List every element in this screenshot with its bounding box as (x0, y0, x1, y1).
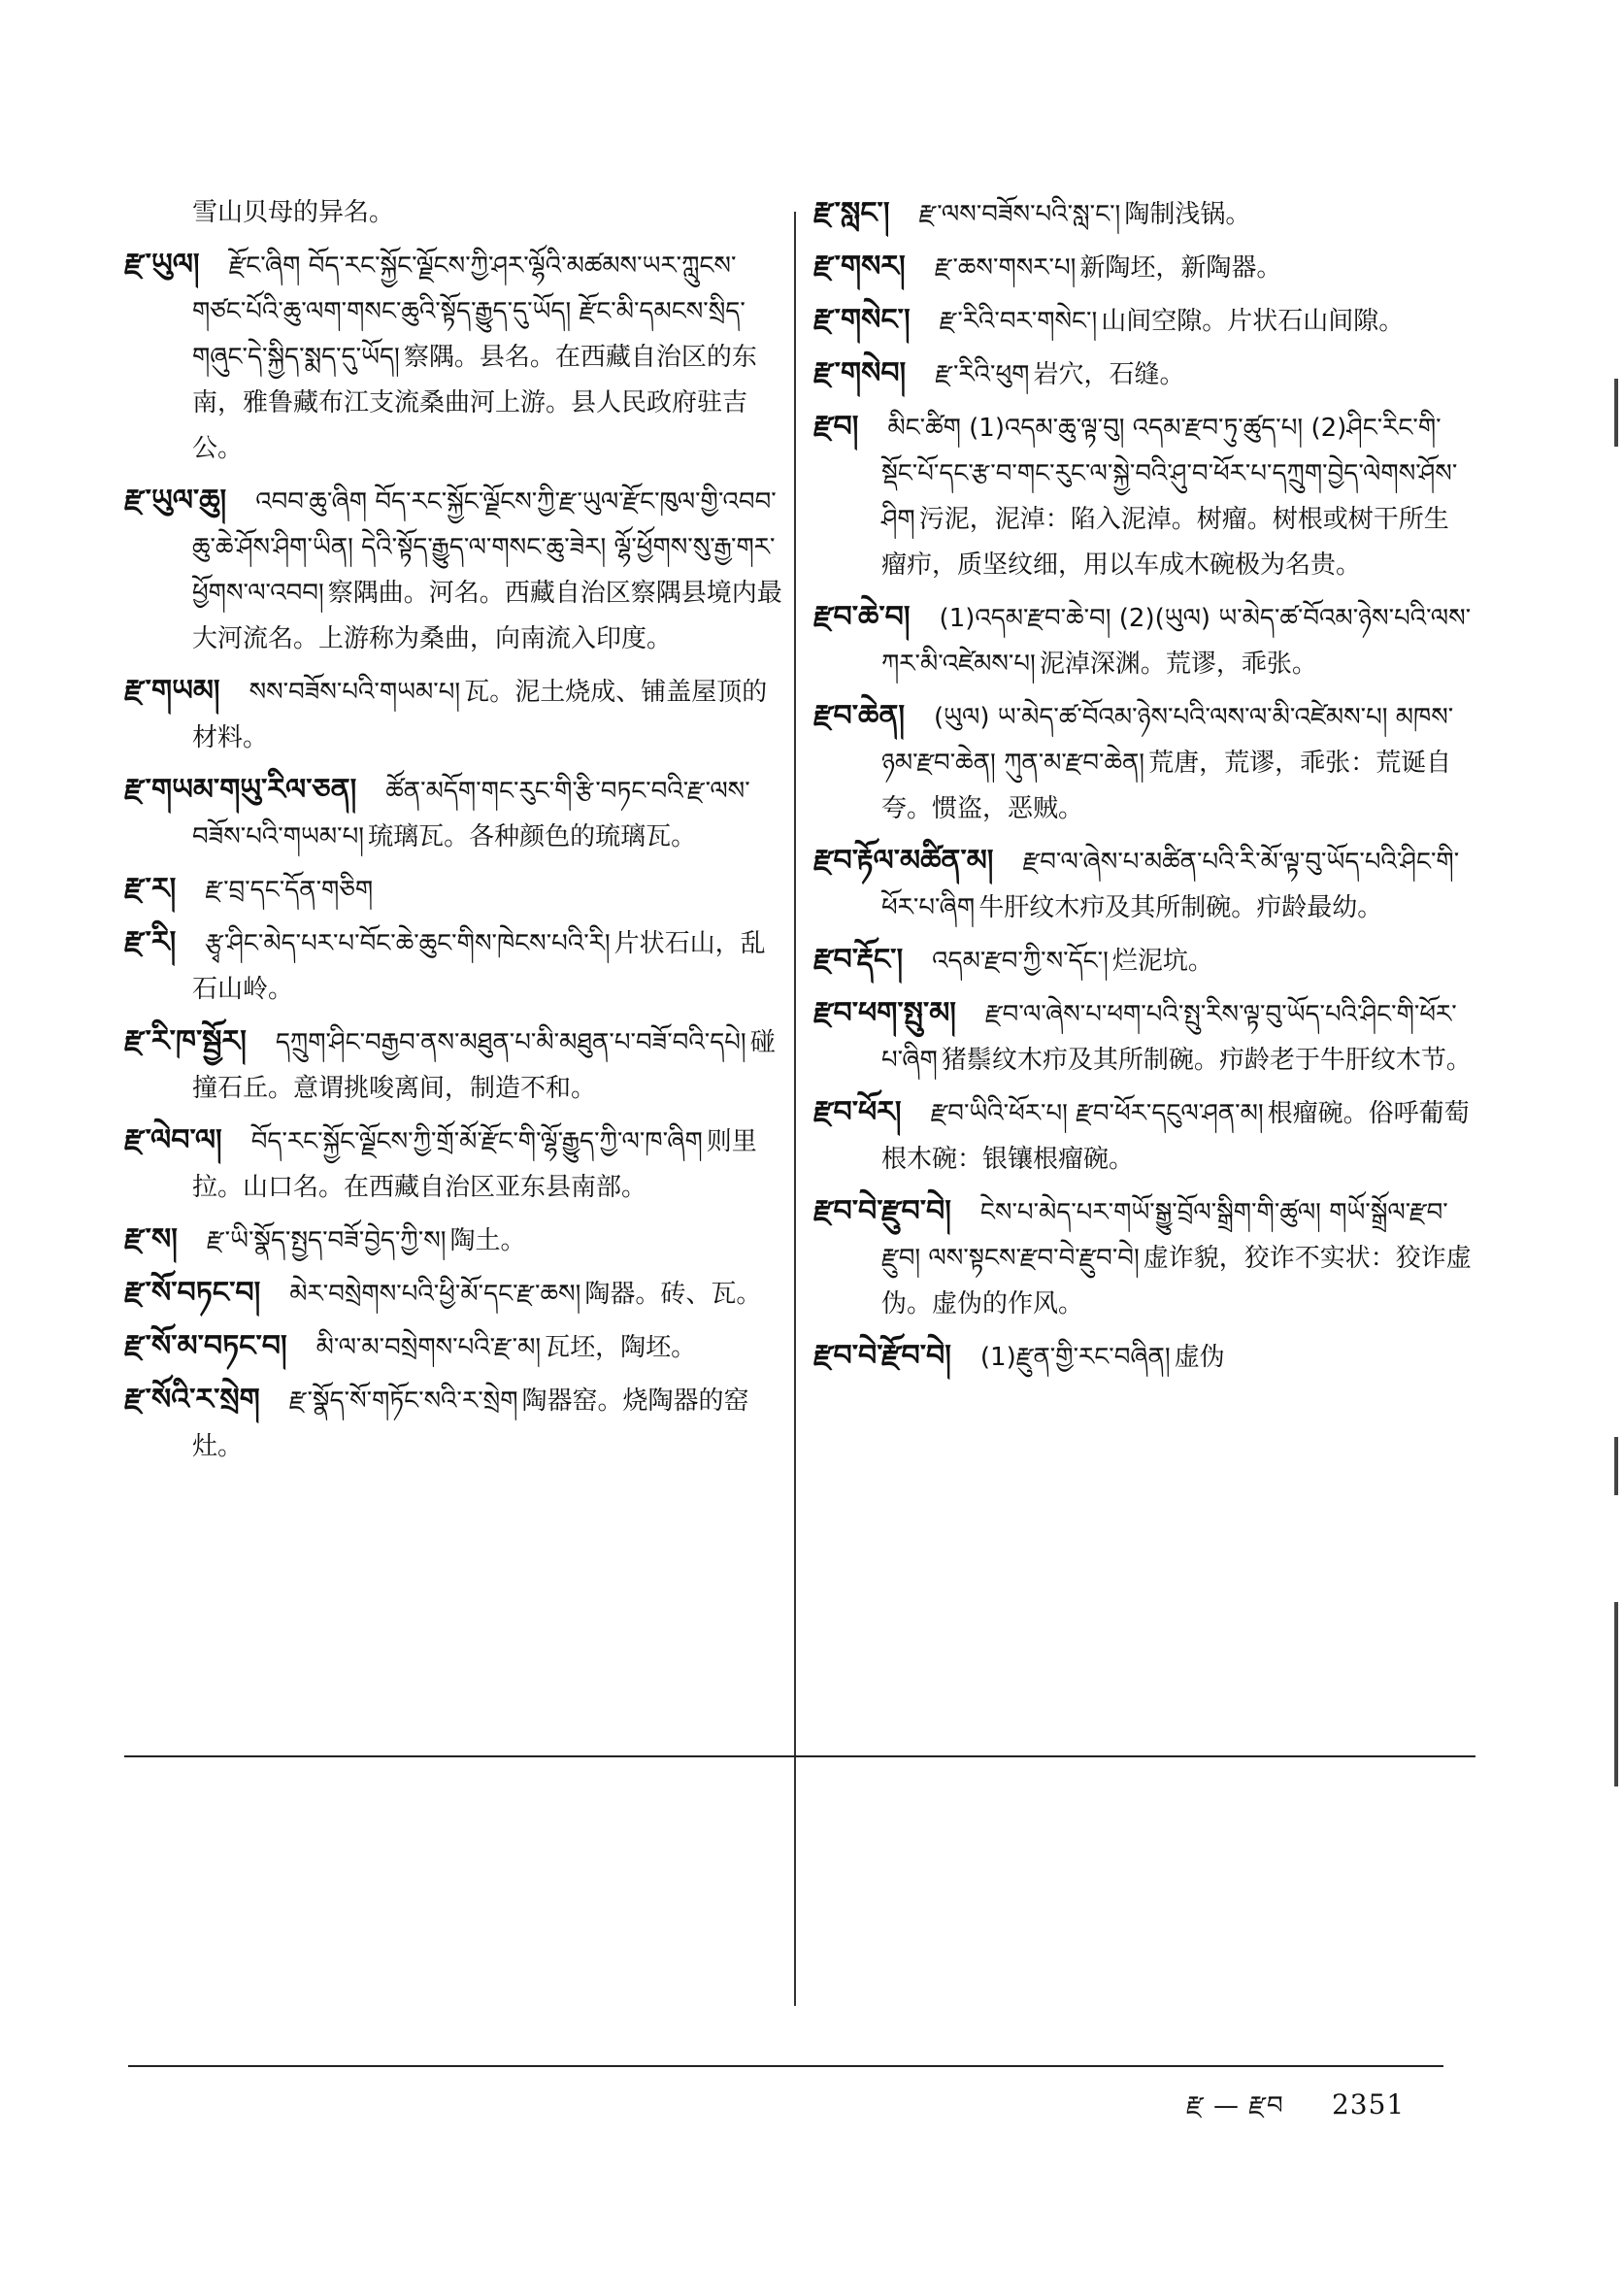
headword: རྫ་སོ་བཏང་བ། (124, 1276, 261, 1310)
dictionary-entry (813, 190, 1474, 238)
headword: རྫབ་བེ་རྫུབ་བེ། (813, 1194, 951, 1228)
column-divider (794, 212, 796, 2006)
tibetan-definition: རྫ་སྣོད་སོ་གཏོང་སའི་ར་སྲེག (288, 1386, 518, 1416)
right-column (813, 190, 1474, 1386)
dictionary-entry (813, 1333, 1474, 1381)
tibetan-definition: རྫབ་ལ་ཞེས་པ་ཕག་པའི་སྤུ་རིས་ལྟ་བུ་ཡོད་པའི་ཤིང་གི་ཕོར་པ་ཞིག (881, 1000, 1457, 1075)
dictionary-entry (124, 919, 784, 1013)
headword: རྫབ་རྡོང་། (813, 943, 904, 977)
headword: རྫབ་ཆེན། (813, 699, 906, 733)
chinese-definition: 猪鬃纹木疖及其所制碗。疖龄老于牛肝纹木节。 (941, 1046, 1472, 1075)
chinese-definition: 岩穴，石缝。 (1033, 360, 1185, 389)
chinese-definition: 荒唐，荒谬，乖张：荒诞自夸。惯盗，恶贼。 (881, 749, 1452, 823)
tibetan-definition: རྫ་རིའི་བར་གསེང་། (939, 307, 1098, 336)
right-entry-list (813, 190, 1474, 1381)
headword: རྫ་གཡམ་གཡུ་རིལ་ཅན། (124, 773, 357, 807)
dictionary-entry (813, 693, 1474, 832)
tibetan-definition: ཚོན་མདོག་གང་རུང་གི་རྩི་བཏང་བའི་རྫ་ལས་བཟོས་པའི་གཡམ་པ། (192, 777, 750, 851)
headword: རྫ་གསེབ། (813, 356, 907, 390)
headword: རྫ་ས། (124, 1222, 178, 1256)
headword: རྫ་གཡམ། (124, 674, 220, 708)
tibetan-definition: (1)འདམ་རྫབ་ཆེ་བ། (2)(ཡུལ) ཡ་མེད་ཚ་བོའམ་ཉེས་པའི་ལས་ཀར་མི་འཛེམས་པ། (881, 604, 1472, 679)
chinese-definition: 山间空隙。片状石山间隙。 (1101, 307, 1405, 336)
headword: རྫ་ཡུལ། (124, 248, 200, 282)
chinese-definition: 陶器。砖、瓦。 (584, 1280, 762, 1309)
dictionary-entry (124, 1118, 784, 1211)
dictionary-entry (813, 297, 1474, 345)
headword: རྫ་རི། (124, 925, 177, 959)
dictionary-entry (124, 242, 784, 472)
left-column (124, 190, 784, 1476)
edge-mark (1614, 1437, 1618, 1495)
headword: རྫབ། (813, 410, 859, 444)
dictionary-entry (124, 668, 784, 761)
chinese-definition: 察隅曲。河名。西藏自治区察隅县境内最大河流名。上游称为桑曲，向南流入印度。 (192, 579, 782, 653)
dictionary-entry (813, 1188, 1474, 1327)
chinese-definition: 虚诈貌，狡诈不实状：狡诈虚伪。虚伪的作风。 (881, 1244, 1472, 1319)
dictionary-entry (124, 478, 784, 662)
tibetan-definition: རྫ་ལས་བཟོས་པའི་སླ་ང་། (918, 200, 1121, 229)
dictionary-entry (813, 404, 1474, 588)
left-entry-list (124, 242, 784, 1470)
tibetan-definition: འབབ་ཆུ་ཞིག བོད་རང་སྐྱོང་ལྗོངས་ཀྱི་རྫ་ཡུལ་རྫོང་ཁུལ་གྱི་འབབ་ཆུ་ཆེ་ཤོས་ཤིག་ཡིན། དེའི་སྟོད་རྒྱུད་ལ་གསང་ཆུ་ཟེར། ལྷོ་ཕྱོགས་སུ་རྒྱ་གར་ཕྱོགས་ལ་འབབ། (192, 487, 777, 608)
chinese-definition: 则里拉。山口名。在西藏自治区亚东县南部。 (192, 1127, 757, 1202)
chinese-definition: 泥淖深渊。荒谬，乖张。 (1039, 650, 1317, 679)
tibetan-definition: མི་ལ་མ་བསྲེགས་པའི་རྫ་མ། (315, 1333, 542, 1362)
dictionary-entry (124, 1377, 784, 1470)
headword: རྫབ་ཆེ་བ། (813, 600, 911, 634)
tibetan-definition: (ཡུལ) ཡ་མེད་ཚ་བོའམ་ཉེས་པའི་ལས་ལ་མི་འཛེམས་པ། མཁས་ཉམ་རྫབ་ཆེན། ཀུན་མ་རྫབ་ཆེན། (881, 703, 1454, 778)
headword: རྫ་གསེང་། (813, 303, 911, 337)
tibetan-definition: མིང་ཚིག (1)འདམ་ཆུ་ལྟ་བུ། འདམ་རྫབ་ཏུ་ཚུད་པ། (2)ཤིང་རིང་གི་སྡོང་པོ་དང་རྩ་བ་གང་རུང་ལ་སྐྱེ་བའི་ཤུ་བ་ཕོར་པ་དཀྲུག་བྱེད་ལེགས་ཤོས་ཤིག (881, 414, 1458, 534)
chinese-definition: 新陶坯，新陶器。 (1079, 253, 1282, 283)
tibetan-definition: རྫ་ཆས་གསར་པ། (934, 253, 1077, 283)
tibetan-definition: རྫ་བྲ་དང་དོན་གཅིག (205, 876, 374, 905)
headword: རྫ་སོའི་ར་སྲེག (124, 1383, 260, 1417)
headword: རྫ་སླང་། (813, 196, 890, 230)
tibetan-definition: མེར་བསྲེགས་པའི་ཕྱི་མོ་དང་རྫ་ཆས། (289, 1280, 581, 1309)
tibetan-definition: ངེས་པ་མེད་པར་གཡོ་སྒྱུ་བྲོལ་སྒྲིག་གི་ཚུལ། གཡོ་སྒྲོལ་རྫབ་རྫུབ། ལས་སྟངས་རྫབ་བེ་རྫུབ་བེ། (881, 1198, 1448, 1273)
tibetan-definition: བོད་རང་སྐྱོང་ལྗོངས་ཀྱི་གྲོ་མོ་རྫོང་གི་ལྷོ་རྒྱུད་ཀྱི་ལ་ཁ་ཞིག (250, 1127, 703, 1156)
tibetan-definition: དཀྲུག་ཤིང་བརྒྱབ་ནས་མཐུན་པ་མི་མཐུན་པ་བཟོ་བའི་དཔེ། (275, 1028, 746, 1057)
chinese-definition: 烂泥坑。 (1111, 947, 1213, 976)
dictionary-entry (813, 351, 1474, 398)
chinese-definition: 虚伪 (1174, 1343, 1225, 1372)
footer-range: རྫ — རྫབ (1186, 2091, 1284, 2120)
dictionary-entry (813, 1089, 1474, 1183)
dictionary-entry (124, 767, 784, 860)
tibetan-definition: རྫབ་ཡིའི་ཕོར་པ། རྫབ་ཕོར་དངུལ་ཤན་མ། (930, 1099, 1264, 1128)
headword: རྫབ་ཕོར། (813, 1095, 902, 1129)
chinese-definition: 瓦。泥土烧成、铺盖屋顶的材料。 (192, 678, 768, 752)
chinese-definition: 琉璃瓦。各种颜色的琉璃瓦。 (368, 822, 697, 851)
edge-mark (1614, 1602, 1618, 1786)
page-footer (1186, 2078, 1405, 2149)
tibetan-definition: (1)རྫུན་གྱི་རང་བཞིན། (979, 1343, 1171, 1372)
chinese-definition: 察隅。县名。在西藏自治区的东南，雅鲁藏布江支流桑曲河上游。县人民政府驻吉公。 (192, 343, 757, 463)
chinese-definition: 污泥，泥淖：陷入泥淖。树瘤。树根或树干所生瘤疖，质坚纹细，用以车成木碗极为名贵。 (881, 505, 1449, 580)
continued-text: 雪山贝母的异名。 (192, 198, 395, 227)
dictionary-entry (813, 244, 1474, 291)
tibetan-definition: རྫོང་ཞིག བོད་རང་སྐྱོང་ལྗོངས་ཀྱི་ཤར་ལྷོའི་མཚམས་ཡར་ཀླུངས་གཙང་པོའི་ཆུ་ལག་གསང་ཆུའི་སྟོད་རྒྱུད་དུ་ཡོད། རྫོང་མི་དམངས་སྲིད་གཞུང་དེ་སྐྱིད་སྨད་དུ་ཡོད། (192, 251, 746, 372)
tibetan-definition: རྫ་རིའི་ཕུག (935, 360, 1030, 389)
dictionary-entry (124, 1018, 784, 1112)
edge-mark (1614, 379, 1618, 447)
dictionary-entry (124, 866, 784, 914)
dictionary-entry (813, 937, 1474, 985)
tibetan-definition: རྫབ་ལ་ཞེས་པ་མཚིན་པའི་རི་མོ་ལྟ་བུ་ཡོད་པའི་ཤིང་གི་ཕོར་པ་ཞིག (881, 848, 1460, 922)
dictionary-entry (813, 990, 1474, 1084)
tibetan-definition: རྫ་ཡི་སྣོད་སྤྱད་བཟོ་བྱེད་ཀྱི་ས། (206, 1226, 447, 1255)
chinese-definition: 陶器窑。烧陶器的窑灶。 (192, 1386, 749, 1461)
headword: རྫ་གསར། (813, 250, 906, 284)
headword: རྫ་སོ་མ་བཏང་བ། (124, 1329, 287, 1363)
headword: རྫ་ལེབ་ལ། (124, 1123, 222, 1157)
headword: རྫ་ཡུལ་ཆུ། (124, 484, 227, 517)
chinese-definition: 碰撞石丘。意谓挑唆离间，制造不和。 (192, 1028, 776, 1103)
chinese-definition: 瓦坯，陶坯。 (545, 1333, 697, 1362)
footer-rule (128, 2065, 1443, 2067)
tibetan-definition: རྩྭ་ཤིང་མེད་པར་པ་བོང་ཆེ་ཆུང་གིས་ཁེངས་པའི་རི། (205, 929, 611, 958)
chinese-definition: 陶土。 (449, 1226, 526, 1255)
headword: རྫབ་ཕག་སྤུ་མ། (813, 996, 956, 1030)
chinese-definition: 牛肝纹木疖及其所制碗。疖龄最幼。 (978, 893, 1383, 922)
strike-line (124, 1755, 1475, 1757)
dictionary-entry (124, 1270, 784, 1318)
dictionary-entry (813, 594, 1474, 687)
dictionary-entry (124, 1323, 784, 1371)
dictionary-entry (124, 1217, 784, 1264)
headword: རྫབ་བེ་རྫོབ་བེ། (813, 1339, 951, 1373)
headword: རྫབ་རྟོལ་མཚིན་མ། (813, 844, 994, 878)
headword: རྫ་ར། (124, 872, 177, 906)
tibetan-definition: སས་བཟོས་པའི་གཡམ་པ། (249, 678, 461, 707)
chinese-definition: 片状石山，乱石山岭。 (192, 929, 766, 1004)
tibetan-definition: འདམ་རྫབ་ཀྱི་ས་དོང་། (932, 947, 1109, 976)
chinese-definition: 陶制浅锅。 (1124, 200, 1251, 229)
dictionary-entry (813, 838, 1474, 931)
chinese-definition: 根瘤碗。俗呼葡萄根木碗：银镶根瘤碗。 (881, 1099, 1470, 1174)
headword: རྫ་རི་ཁ་སྦྱོར། (124, 1024, 247, 1058)
page-number: 2351 (1331, 2088, 1406, 2120)
